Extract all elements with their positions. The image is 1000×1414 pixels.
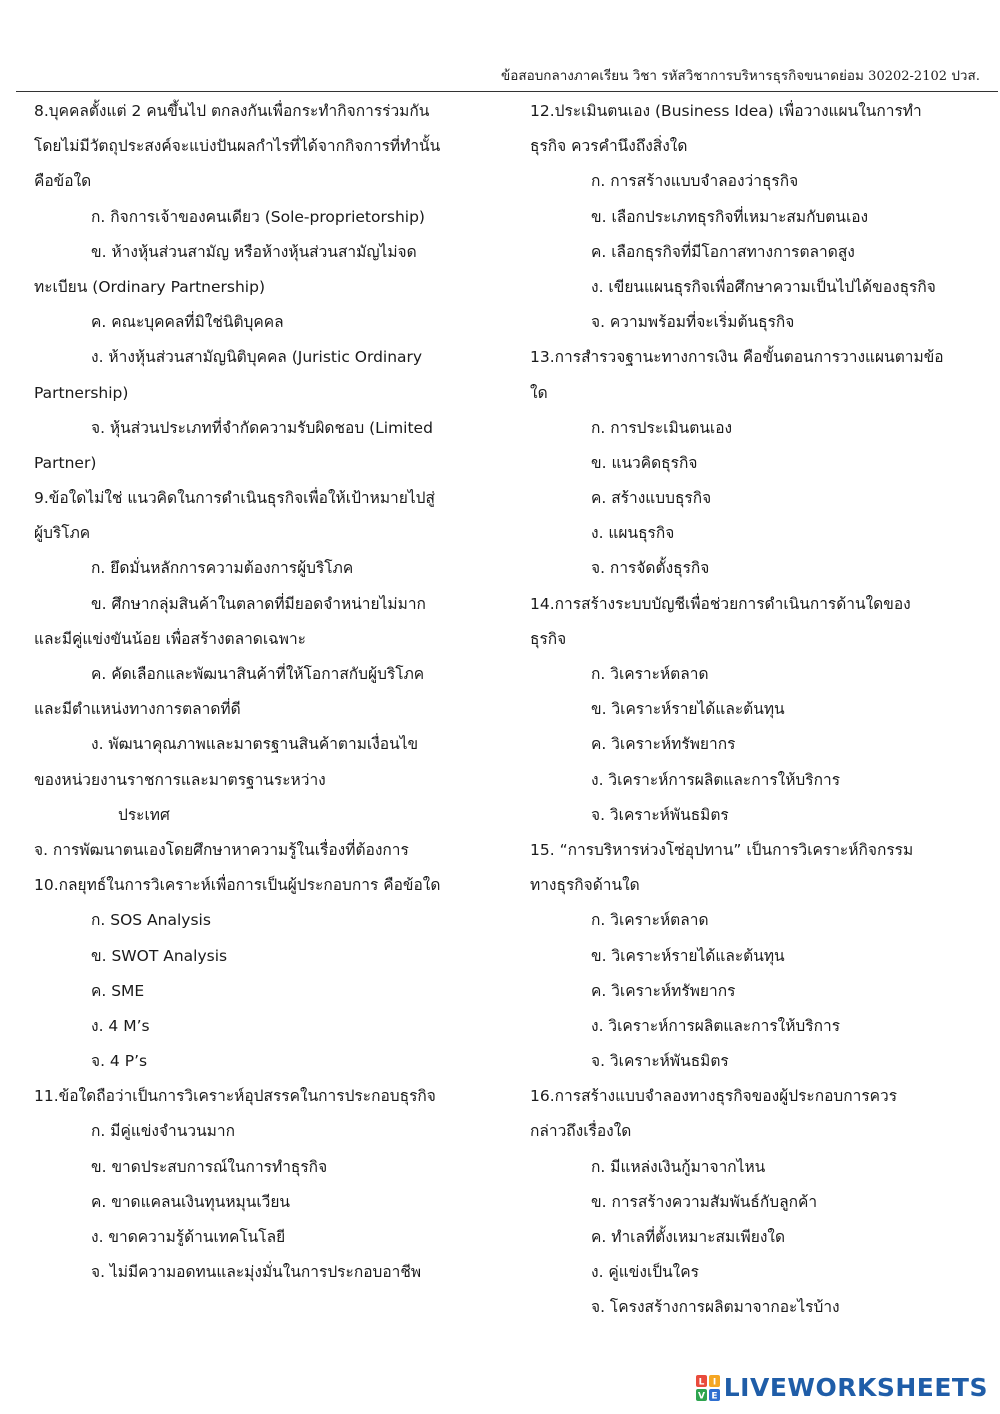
question-10-choice-a: ก. SOS Analysis (91, 911, 211, 930)
question-13-text: ใด (530, 383, 548, 402)
question-9-choice-d: ง. พัฒนาคุณภาพและมาตรฐานสินค้าตามเงื่อนไข (91, 735, 419, 754)
question-8-choice-b: ข. ห้างหุ้นส่วนสามัญ หรือห้างหุ้นส่วนสามัญไม่จด (91, 242, 417, 261)
question-9-choice-a: ก. ยึดมั่นหลักการความต้องการผู้บริโภค (91, 559, 354, 578)
question-16-choice-e: จ. โครงสร้างการผลิตมาจากอะไรบ้าง (591, 1298, 840, 1317)
svg-text:L: L (698, 1377, 705, 1387)
question-16-choice-a: ก. มีแหล่งเงินกู้มาจากไหน (591, 1157, 766, 1176)
question-14-choice-d: ง. วิเคราะห์การผลิตและการให้บริการ (591, 770, 841, 789)
question-12-choice-c: ค. เลือกธุรกิจที่มีโอกาสทางการตลาดสูง (591, 242, 855, 261)
liveworksheets-brand-text: LIVEWORKSHEETS (723, 1373, 988, 1402)
question-16-choice-b: ข. การสร้างความสัมพันธ์กับลูกค้า (591, 1192, 818, 1211)
question-9-text: 9.ข้อใดไม่ใช่ แนวคิดในการดำเนินธุรกิจเพื่อให้เป้าหมายไปสู่ (34, 489, 435, 508)
question-16-text: กล่าวถึงเรื่องใด (530, 1122, 632, 1141)
question-13-choice-e: จ. การจัดตั้งธุรกิจ (591, 559, 710, 578)
question-11-choice-b: ข. ขาดประสบการณ์ในการทำธุรกิจ (91, 1157, 328, 1176)
question-15-text: ทางธุรกิจด้านใด (530, 876, 640, 895)
question-8-choice-c: ค. คณะบุคคลที่มิใช่นิติบุคคล (91, 313, 284, 332)
question-8-choice-e: จ. หุ้นส่วนประเภทที่จำกัดความรับผิดชอบ (Limited (91, 418, 433, 437)
question-9-choice-d-cont: ของหน่วยงานราชการและมาตรฐานระหว่าง (34, 770, 326, 789)
question-15-choice-a: ก. วิเคราะห์ตลาด (591, 911, 709, 930)
question-15-choice-d: ง. วิเคราะห์การผลิตและการให้บริการ (591, 1016, 841, 1035)
question-13-choice-c: ค. สร้างแบบธุรกิจ (591, 489, 712, 508)
course-code: 30202-2102 (868, 69, 948, 84)
question-14-choice-c: ค. วิเคราะห์ทรัพยากร (591, 735, 736, 754)
question-15-choice-e: จ. วิเคราะห์พันธมิตร (591, 1052, 729, 1071)
question-8-choice-d: ง. ห้างหุ้นส่วนสามัญนิติบุคคล (Juristic Ordinary (91, 348, 423, 367)
question-8-choice-a: ก. กิจการเจ้าของคนเดียว (Sole-proprietorship) (91, 207, 425, 226)
question-11-choice-e: จ. ไม่มีความอดทนและมุ่งมั่นในการประกอบอาชีพ (91, 1263, 422, 1282)
question-8-text: โดยไม่มีวัตถุประสงค์จะแบ่งปันผลกำไรที่ได้จากกิจการที่ทำนั้น (34, 137, 441, 156)
left-column (34, 94, 489, 1290)
question-9-choice-e: จ. การพัฒนาตนเองโดยศึกษาหาความรู้ในเรื่องที่ต้องการ (34, 840, 409, 859)
question-12-choice-d: ง. เขียนแผนธุรกิจเพื่อศึกษาความเป็นไปได้ของธุรกิจ (591, 277, 936, 296)
question-8-choice-e-cont: Partner) (34, 453, 97, 472)
question-15-choice-c: ค. วิเคราะห์ทรัพยากร (591, 981, 736, 1000)
question-8-text: 8.บุคคลตั้งแต่ 2 คนขึ้นไป ตกลงกันเพื่อกระทำกิจการร่วมกัน (34, 102, 430, 120)
question-11-choice-a: ก. มีคู่แข่งจำนวนมาก (91, 1122, 235, 1141)
question-16-text: 16.การสร้างแบบจำลองทางธุรกิจของผู้ประกอบการควร (530, 1087, 898, 1106)
question-15-choice-b: ข. วิเคราะห์รายได้และต้นทุน (591, 946, 785, 965)
svg-text:I: I (712, 1377, 716, 1387)
question-13-text: 13.การสำรวจฐานะทางการเงิน คือขั้นตอนการวางแผนตามข้อ (530, 348, 944, 367)
question-10-text: 10.กลยุทธ์ในการวิเคราะห์เพื่อการเป็นผู้ประกอบการ คือข้อใด (34, 876, 441, 895)
question-9-choice-c: ค. คัดเลือกและพัฒนาสินค้าที่ให้โอกาสกับผู้บริโภค (91, 665, 425, 683)
question-14-choice-e: จ. วิเคราะห์พันธมิตร (591, 805, 729, 824)
question-9-choice-d-cont: ประเทศ (118, 805, 170, 824)
question-10-choice-b: ข. SWOT Analysis (91, 946, 228, 965)
question-11-text: 11.ข้อใดถือว่าเป็นการวิเคราะห์อุปสรรคในการประกอบธุรกิจ (34, 1087, 436, 1106)
question-15-text: 15. “การบริหารห่วงโซ่อุปทาน” เป็นการวิเคราะห์กิจกรรม (530, 840, 914, 859)
question-12-text: ธุรกิจ ควรคำนึงถึงสิ่งใด (530, 137, 688, 156)
question-14-choice-a: ก. วิเคราะห์ตลาด (591, 665, 709, 683)
liveworksheets-logo (696, 1373, 988, 1402)
question-8-text: คือข้อใด (34, 172, 92, 191)
question-14-text: ธุรกิจ (530, 629, 567, 648)
question-9-choice-b: ข. ศึกษากลุ่มสินค้าในตลาดที่มียอดจำหน่ายไม่มาก (91, 594, 426, 613)
question-9-choice-c-cont: และมีตำแหน่งทางการตลาดที่ดี (34, 700, 241, 719)
question-11-choice-c: ค. ขาดแคลนเงินทุนหมุนเวียน (91, 1192, 291, 1211)
question-12-choice-e: จ. ความพร้อมที่จะเริ่มต้นธุรกิจ (591, 313, 795, 332)
page-header (501, 64, 980, 86)
exam-title: ข้อสอบกลางภาคเรียน วิชา รหัสวิชาการบริหารธุรกิจขนาดย่อม (501, 68, 864, 84)
question-12-choice-a: ก. การสร้างแบบจำลองว่าธุรกิจ (591, 172, 799, 191)
question-8-choice-d-cont: Partnership) (34, 383, 129, 402)
question-10-choice-e: จ. 4 P’s (91, 1052, 148, 1071)
svg-text:E: E (711, 1391, 718, 1401)
right-column (530, 94, 992, 1326)
question-12-text: 12.ประเมินตนเอง (Business Idea) เพื่อวางแผนในการทำ (530, 102, 922, 120)
question-10-choice-d: ง. 4 M’s (91, 1016, 150, 1035)
question-16-choice-c: ค. ทำเลที่ตั้งเหมาะสมเพียงใด (591, 1228, 786, 1246)
question-9-text: ผู้บริโภค (34, 524, 91, 543)
question-10-choice-c: ค. SME (91, 981, 145, 1000)
education-level: ปวส. (951, 68, 980, 84)
question-13-choice-d: ง. แผนธุรกิจ (591, 524, 675, 543)
question-11-choice-d: ง. ขาดความรู้ด้านเทคโนโลยี (91, 1228, 286, 1246)
question-13-choice-a: ก. การประเมินตนเอง (591, 418, 733, 437)
question-8-choice-b-cont: ทะเบียน (Ordinary Partnership) (34, 277, 265, 296)
question-14-choice-b: ข. วิเคราะห์รายได้และต้นทุน (591, 700, 785, 719)
question-14-text: 14.การสร้างระบบบัญชีเพื่อช่วยการดำเนินการด้านใดของ (530, 594, 911, 613)
header-divider (16, 91, 998, 92)
question-16-choice-d: ง. คู่แข่งเป็นใคร (591, 1263, 699, 1282)
question-9-choice-b-cont: และมีคู่แข่งขันน้อย เพื่อสร้างตลาดเฉพาะ (34, 629, 306, 648)
question-13-choice-b: ข. แนวคิดธุรกิจ (591, 453, 698, 472)
question-12-choice-b: ข. เลือกประเภทธุรกิจที่เหมาะสมกับตนเอง (591, 207, 869, 226)
svg-text:V: V (697, 1391, 705, 1401)
liveworksheets-logo-icon (696, 1375, 720, 1401)
